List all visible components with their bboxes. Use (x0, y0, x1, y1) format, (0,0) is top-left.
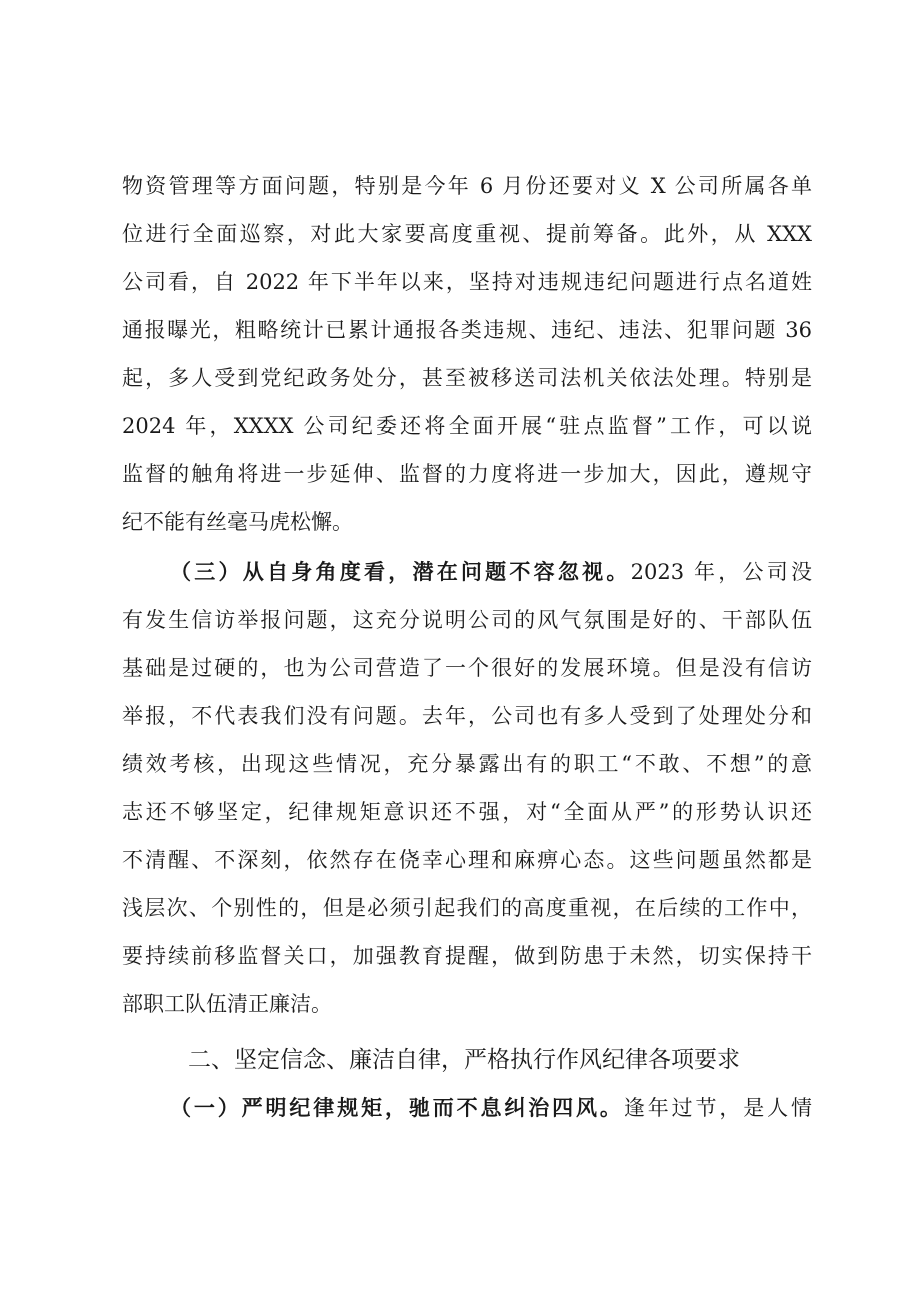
paragraph3-lead-line (170, 1088, 812, 1128)
paragraph1-line-6: 2024 年，XXXX 公司纪委还将全面开展“驻点监督”工作，可以说 (122, 414, 812, 438)
paragraph2-subheading: （三）从自身角度看，潜在问题不容忽视。 (170, 559, 631, 584)
paragraph2-lead-line (170, 552, 812, 592)
paragraph2-line-8: 浅层次、个别性的，但是必须引起我们的高度重视，在后续的工作中， (122, 896, 812, 920)
paragraph2-line-9: 要持续前移监督关口，加强教育提醒，做到防患于未然，切实保持干 (122, 944, 812, 968)
paragraph2-line-2: 有发生信访举报问题，这充分说明公司的风气氛围是好的、干部队伍 (122, 608, 812, 632)
paragraph3-subheading: （一）严明纪律规矩，驰而不息纠治四风。 (170, 1095, 624, 1120)
paragraph1-line-1: 物资管理等方面问题，特别是今年 6 月份还要对义 X 公司所属各单 (122, 174, 812, 198)
paragraph1-line-2: 位进行全面巡察，对此大家要高度重视、提前筹备。此外，从 XXX (122, 222, 812, 246)
paragraph2-line-7: 不清醒、不深刻，依然存在侥幸心理和麻痹心态。这些问题虽然都是 (122, 848, 812, 872)
paragraph1-line-8: 纪不能有丝毫马虎松懈。 (122, 510, 353, 534)
paragraph2-line-4: 举报，不代表我们没有问题。去年，公司也有多人受到了处理处分和 (122, 704, 812, 728)
paragraph1-line-4: 通报曝光，粗略统计已累计通报各类违规、违纪、违法、犯罪问题 36 (122, 318, 812, 342)
paragraph1-line-5: 起，多人受到党纪政务处分，甚至被移送司法机关依法处理。特别是 (122, 366, 812, 390)
paragraph1-line-7: 监督的触角将进一步延伸、监督的力度将进一步加大，因此，遵规守 (122, 462, 812, 486)
paragraph3-lead-text: 逢年过节，是人情 (623, 1096, 812, 1120)
paragraph2-line-5: 绩效考核，出现这些情况，充分暴露出有的职工“不敢、不想”的意 (122, 752, 812, 776)
paragraph2-line-6: 志还不够坚定，纪律规矩意识还不强，对“全面从严”的形势认识还 (122, 800, 812, 824)
paragraph2-lead-text: 2023 年，公司没 (630, 560, 812, 584)
section-heading: 二、坚定信念、廉洁自律，严格执行作风纪律各项要求 (188, 1047, 740, 1073)
paragraph2-line-10: 部职工队伍清正廉洁。 (122, 992, 332, 1016)
paragraph2-line-3: 基础是过硬的，也为公司营造了一个很好的发展环境。但是没有信访 (122, 656, 812, 680)
paragraph1-line-3: 公司看，自 2022 年下半年以来，坚持对违规违纪问题进行点名道姓 (122, 270, 812, 294)
